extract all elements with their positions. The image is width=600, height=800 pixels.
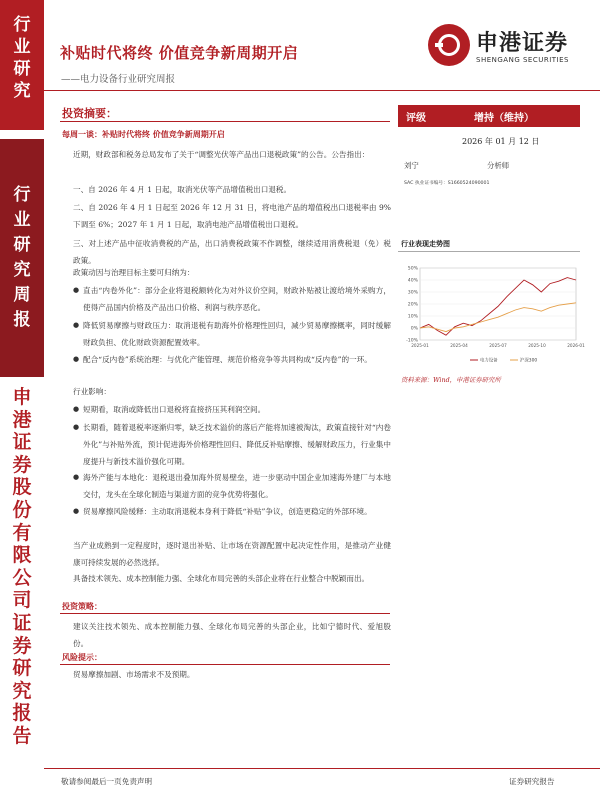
bullet-item: ● 短期看，取消或降低出口退税将直接挤压其利润空间。 (73, 405, 266, 414)
y-tick-label: -10% (406, 338, 418, 344)
paragraph-item-3: 三、对上述产品中征收消费税的产品，出口消费税政策不作调整，继续适用消费税退（免）税政策。 (73, 239, 391, 265)
bullet-item: ● 配合“反内卷”系统治理：与优化产能管理、规范价格竞争等共同构成“反内卷”的一环。 (73, 355, 372, 364)
bullet-text: 配合“反内卷”系统治理：与优化产能管理、规范价格竞争等共同构成“反内卷”的一环。 (83, 355, 372, 364)
sidebar-char: 周 (13, 285, 31, 305)
sidebar-char: 券 (12, 453, 32, 476)
sidebar-char: 研 (12, 657, 32, 680)
rating-value: 增持（维持） (474, 113, 534, 124)
page-title: 补贴时代将终 价值竞争新周期开启 (60, 44, 299, 62)
logo-mark-icon (428, 24, 470, 66)
sidebar-weekly-report (0, 139, 44, 377)
paragraph-conclusion-1: 当产业成熟到一定程度时，逐时退出补贴、让市场在资源配置中起决定性作用，是推动产业健康可持续发展的必然选择。 (73, 541, 391, 567)
bullet-item: ● 贸易摩擦风险缓释：主动取消退税本身利于降低“补贴”争议，创造更稳定的外部环境。 (73, 507, 372, 516)
report-date: 2026 年 01 月 12 日 (462, 137, 540, 146)
logo-text: 申港证券 (476, 31, 569, 56)
bullet-text: 直击“内卷外化”：部分企业将退税额转化为对外议价空间，财政补贴被让渡给境外采购方，使得产品国内价格及产品出口价格、利润与秩序恶化。 (83, 286, 391, 312)
bullet-item: ● 长期看，随着退税率逐渐归零，缺乏技术溢价的落后产能将加速被淘汰，政策直接针对“内卷外化”与补贴外流，预计促进海外价格理性回归、降低反补贴摩擦、缓解财政压力，行业集中度提升与新技术溢价强化可期。 (73, 423, 391, 466)
analyst-name: 刘宁 (404, 161, 419, 170)
sidebar-char: 证 (12, 431, 32, 454)
sidebar-char: 司 (12, 589, 32, 612)
rating-banner (398, 105, 580, 127)
weekly-topic-heading: 每周一谈：补贴时代将终 价值竞争新周期开启 (62, 129, 225, 139)
sidebar-char: 股 (12, 476, 32, 499)
sidebar-char: 证 (12, 611, 32, 634)
sidebar-char: 报 (13, 310, 31, 330)
sidebar-char: 行 (13, 185, 31, 205)
strategy-divider (60, 613, 390, 614)
paragraph-item-1: 一、自 2026 年 4 月 1 日起，取消光伏等产品增值税出口退税。 (73, 185, 292, 194)
paragraph-intro: 近期，财政部和税务总局发布了关于“调整光伏等产品出口退税政策”的公告。公告指出： (73, 150, 370, 159)
sidebar-char: 有 (12, 521, 32, 544)
y-tick-label: 40% (407, 278, 418, 284)
y-tick-label: 10% (407, 314, 418, 320)
analyst-role: 分析师 (487, 161, 510, 170)
series-line (420, 303, 576, 332)
y-tick-label: 0% (410, 326, 418, 332)
footer-disclaimer: 敬请参阅最后一页免责声明 (61, 777, 153, 786)
sidebar-char: 券 (12, 634, 32, 657)
sidebar-char: 申 (12, 386, 32, 408)
header-divider (44, 90, 600, 91)
page-subtitle: ——电力设备行业研究周报 (61, 74, 176, 85)
x-tick-label: 2025-01 (411, 343, 429, 348)
sidebar-company-report (0, 378, 44, 800)
sidebar-char: 报 (12, 702, 32, 725)
footer-report-type: 证券研究报告 (509, 777, 555, 786)
x-tick-label: 2025-04 (450, 343, 468, 348)
bullet-item: ● 降低贸易摩擦与财政压力：取消退税有助海外价格理性回归，减少贸易摩擦概率，同时缓解财政负担、优化财政资源配置效率。 (73, 321, 391, 347)
bullet-item: ● 海外产能与本地化：退税退出叠加海外贸易壁垒，进一步驱动中国企业加速海外建厂与本地交付，龙头在全球化制造与渠道方面的竞争优势将强化。 (73, 473, 391, 499)
sidebar-char: 港 (12, 408, 32, 431)
footer-divider (44, 768, 600, 769)
sidebar-char: 限 (12, 544, 32, 567)
sidebar-char: 告 (12, 724, 32, 747)
chart-title-divider (398, 251, 580, 252)
bullet-text: 海外产能与本地化：退税退出叠加海外贸易壁垒，进一步驱动中国企业加速海外建厂与本地交付，龙头在全球化制造与渠道方面的竞争优势将强化。 (83, 473, 391, 499)
paragraph-item-2: 二、自 2026 年 4 月 1 日起至 2026 年 12 月 31 日，将电池产品的增值税出口退税率由 9%下调至 6%；2027 年 1 月 1 日起，取消电池产品增值税出口退税。 (73, 203, 391, 229)
logo-text-en: SHENGANG SECURITIES (476, 56, 569, 64)
sac-certificate: SAC 执业证书编号：S1660524090001 (404, 181, 490, 186)
bullet-text: 短期看，取消或降低出口退税将直接挤压其利润空间。 (83, 405, 266, 414)
strategy-heading: 投资策略： (62, 601, 102, 611)
abstract-divider (60, 121, 390, 122)
bullet-text: 贸易摩擦风险缓释：主动取消退税本身利于降低“补贴”争议，创造更稳定的外部环境。 (83, 507, 372, 516)
chart-title: 行业表现走势图 (401, 239, 450, 248)
y-tick-label: 20% (407, 302, 418, 308)
legend-label: 电力设备 (480, 358, 498, 364)
bullet-text: 降低贸易摩擦与财政压力：取消退税有助海外价格理性回归，减少贸易摩擦概率，同时缓解财政负担、优化财政资源配置效率。 (83, 321, 391, 347)
legend-label: 沪深300 (520, 358, 538, 364)
x-tick-label: 2025-07 (489, 343, 507, 348)
risk-heading: 风险提示： (62, 652, 102, 662)
sidebar-char: 究 (12, 679, 32, 702)
sidebar-char: 业 (13, 210, 31, 230)
company-logo (428, 20, 588, 80)
chart-source: 资料来源：Wind，申港证券研究所 (401, 376, 501, 384)
series-line (420, 278, 576, 336)
x-tick-label: 2026-01 (567, 343, 585, 348)
sidebar-char: 业 (13, 37, 31, 57)
impact-heading: 行业影响： (73, 387, 111, 396)
sidebar-char: 研 (13, 59, 31, 79)
y-tick-label: 50% (407, 266, 418, 272)
sidebar-char: 份 (12, 498, 32, 521)
sidebar-char: 公 (12, 566, 32, 589)
bullet-item: ● 直击“内卷外化”：部分企业将退税额转化为对外议价空间，财政补贴被让渡给境外采购方，使得产品国内价格及产品出口价格、利润与秩序恶化。 (73, 286, 391, 312)
sidebar-industry-research (0, 0, 44, 130)
abstract-heading: 投资摘要： (62, 107, 117, 120)
strategy-text: 建议关注技术领先、成本控制能力强、全球化布局完善的头部企业，比如宁德时代、爱旭股份。 (73, 622, 391, 648)
x-tick-label: 2025-10 (528, 343, 546, 348)
sidebar-char: 究 (13, 260, 31, 280)
paragraph-policy-drivers: 政策动因与治理目标主要可归纳为： (73, 268, 195, 277)
y-tick-label: 30% (407, 290, 418, 296)
rating-label: 评级 (406, 113, 426, 124)
industry-performance-chart (398, 262, 585, 368)
sidebar-char: 行 (13, 15, 31, 35)
sidebar-char: 研 (13, 235, 31, 255)
risk-divider (60, 664, 390, 665)
sidebar-char: 究 (13, 81, 31, 101)
bullet-text: 长期看，随着退税率逐渐归零，缺乏技术溢价的落后产能将加速被淘汰，政策直接针对“内卷外化”与补贴外流，预计促进海外价格理性回归、降低反补贴摩擦、缓解财政压力，行业集中度提升与新技术溢价强化可期。 (83, 423, 391, 466)
paragraph-conclusion-2: 具备技术领先、成本控制能力强、全球化布局完善的头部企业将在行业整合中脱颖而出。 (73, 574, 370, 583)
risk-text: 贸易摩擦加剧、市场需求不及预期。 (73, 670, 195, 679)
